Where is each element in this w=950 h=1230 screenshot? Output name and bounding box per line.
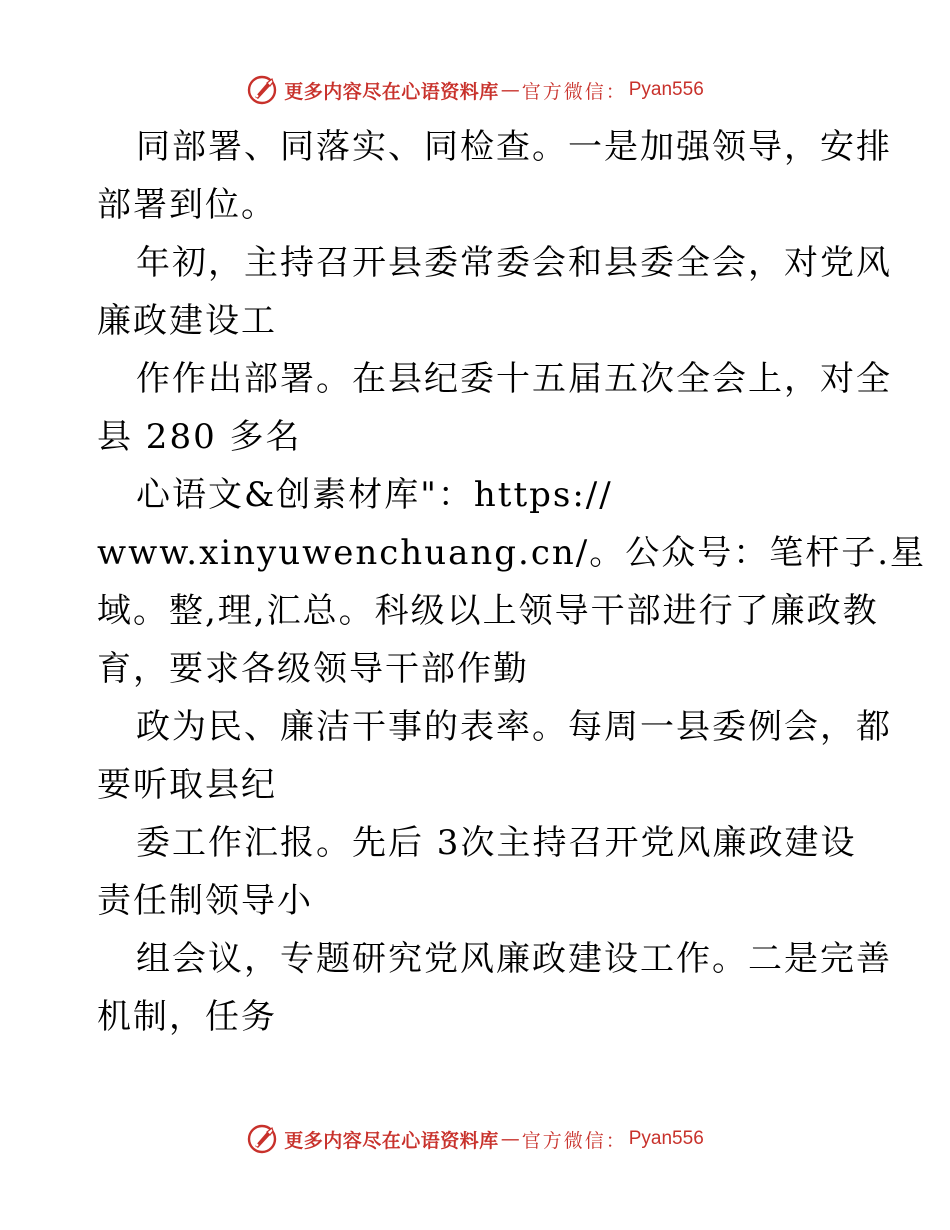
body-line: 域。整,理,汇总。科级以上领导干部进行了廉政教: [97, 591, 879, 631]
banner-wechat-id: Pyan556: [628, 1128, 704, 1149]
quill-pen-logo-icon: [246, 74, 278, 106]
body-line: 廉政建设工: [97, 301, 277, 341]
body-line: 心语文&创素材库"：https://: [136, 475, 613, 515]
body-line: 同部署、同落实、同检查。一是加强领导，安排: [136, 127, 892, 167]
banner-brand-text: 更多内容尽在心语资料库: [284, 80, 499, 103]
body-line: 育，要求各级领导干部作勤: [97, 649, 529, 689]
body-line: 政为民、廉洁干事的表率。每周一县委例会，都: [136, 707, 892, 747]
body-line: 机制，任务: [97, 997, 277, 1037]
body-line: 作作出部署。在县纪委十五届五次全会上，对全: [136, 359, 892, 399]
banner-wechat-label: 官方微信：: [521, 1129, 627, 1152]
body-line: 组会议，专题研究党风廉政建设工作。二是完善: [136, 939, 892, 979]
document-body: [97, 118, 927, 1046]
body-line: 要听取县纪: [97, 765, 277, 805]
body-line: 县 280 多名: [97, 417, 302, 457]
banner-separator: —: [500, 79, 520, 101]
banner-wechat-id: Pyan556: [628, 79, 704, 100]
body-line: www.xinyuwenchuang.cn/。公众号：笔杆子.星: [97, 533, 927, 573]
banner-brand-text: 更多内容尽在心语资料库: [284, 1129, 499, 1152]
body-line: 责任制领导小: [97, 881, 313, 921]
header-banner: [0, 73, 950, 107]
banner-wechat-label: 官方微信：: [521, 80, 627, 103]
footer-banner: [0, 1122, 950, 1156]
quill-pen-logo-icon: [246, 1123, 278, 1155]
body-line: 委工作汇报。先后 3次主持召开党风廉政建设: [136, 823, 857, 863]
body-line: 部署到位。: [97, 185, 277, 225]
banner-separator: —: [500, 1128, 520, 1150]
body-line: 年初，主持召开县委常委会和县委全会，对党风: [136, 243, 892, 283]
